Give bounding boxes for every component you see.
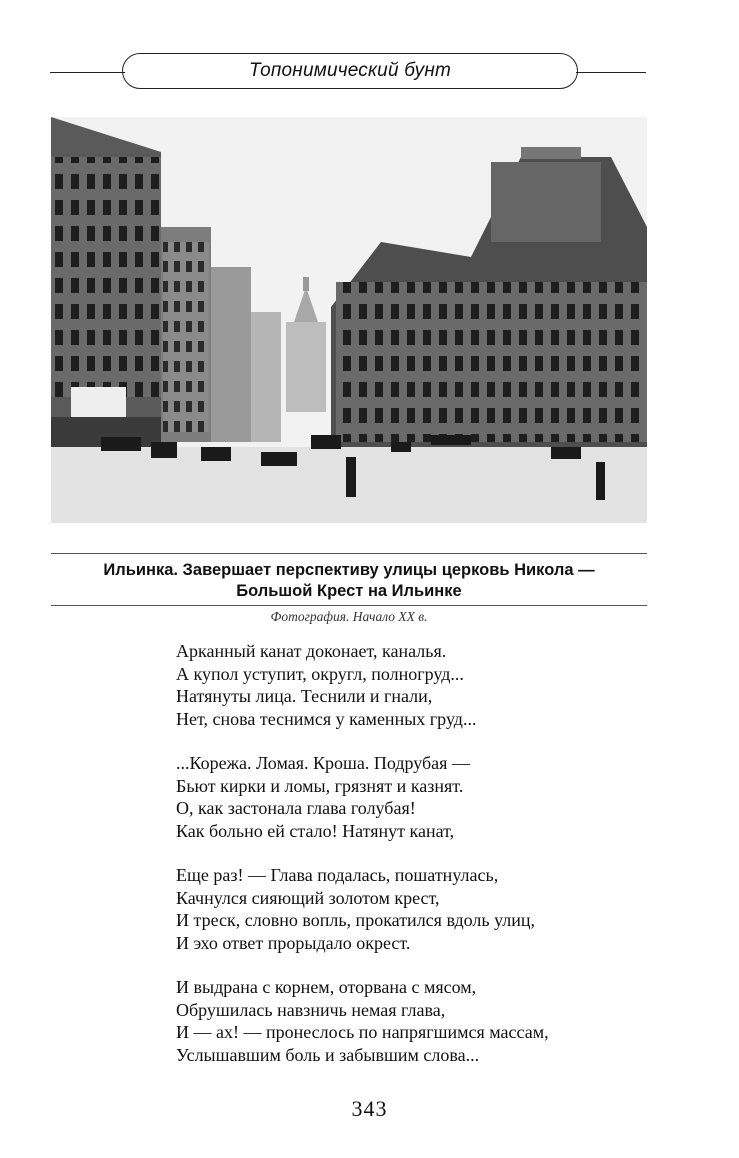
- poem-line: И выдрана с корнем, оторвана с мясом,: [176, 977, 477, 997]
- page-number: 343: [351, 1096, 388, 1121]
- photo-credit: Фотография. Начало XX в.: [270, 609, 428, 624]
- poem-line: Арканный канат доконает, каналья.: [176, 641, 447, 661]
- poem-line: И — ах! — пронеслось по напрягшимся массам,: [176, 1022, 549, 1042]
- running-title: Топонимический бунт: [122, 53, 578, 89]
- poem-line: И треск, словно вопль, прокатился вдоль улиц,: [176, 910, 536, 930]
- stanza: [176, 864, 616, 954]
- photo-caption: [51, 560, 647, 602]
- poem-line: И эхо ответ прорыдало окрест.: [176, 932, 411, 953]
- stanza: [176, 640, 616, 730]
- poem-line: Бьют кирки и ломы, грязнят и казнят.: [176, 775, 464, 796]
- poem-line: Качнулся сияющий золотом крест,: [176, 887, 440, 908]
- header-rule-left: [50, 72, 125, 73]
- stanza: [176, 976, 616, 1066]
- header-rule-right: [576, 72, 646, 73]
- poem-line: О, как застонала глава голубая!: [176, 798, 416, 818]
- poem: [176, 640, 616, 1088]
- poem-line: ...Корежа. Ломая. Кроша. Подрубая —: [176, 753, 470, 773]
- poem-line: Еще раз! — Глава подалась, пошатнулась,: [176, 865, 499, 885]
- street-photo: [51, 117, 647, 523]
- poem-line: Натянуты лица. Теснили и гнали,: [176, 686, 433, 706]
- poem-line: Как больно ей стало! Натянут канат,: [176, 820, 455, 841]
- stanza: [176, 752, 616, 842]
- poem-line: А купол уступит, округл, полногруд...: [176, 663, 464, 684]
- caption-line: Ильинка. Завершает перспективу улицы церковь Никола —: [103, 561, 595, 579]
- poem-line: Нет, снова теснимся у каменных груд...: [176, 708, 477, 729]
- caption-rule-bottom: [51, 605, 647, 606]
- poem-line: Услышавшим боль и забывшим слова...: [176, 1044, 480, 1065]
- poem-line: Обрушилась навзничь немая глава,: [176, 999, 446, 1020]
- caption-line: Большой Крест на Ильинке: [236, 582, 462, 600]
- caption-rule-top: [51, 553, 647, 554]
